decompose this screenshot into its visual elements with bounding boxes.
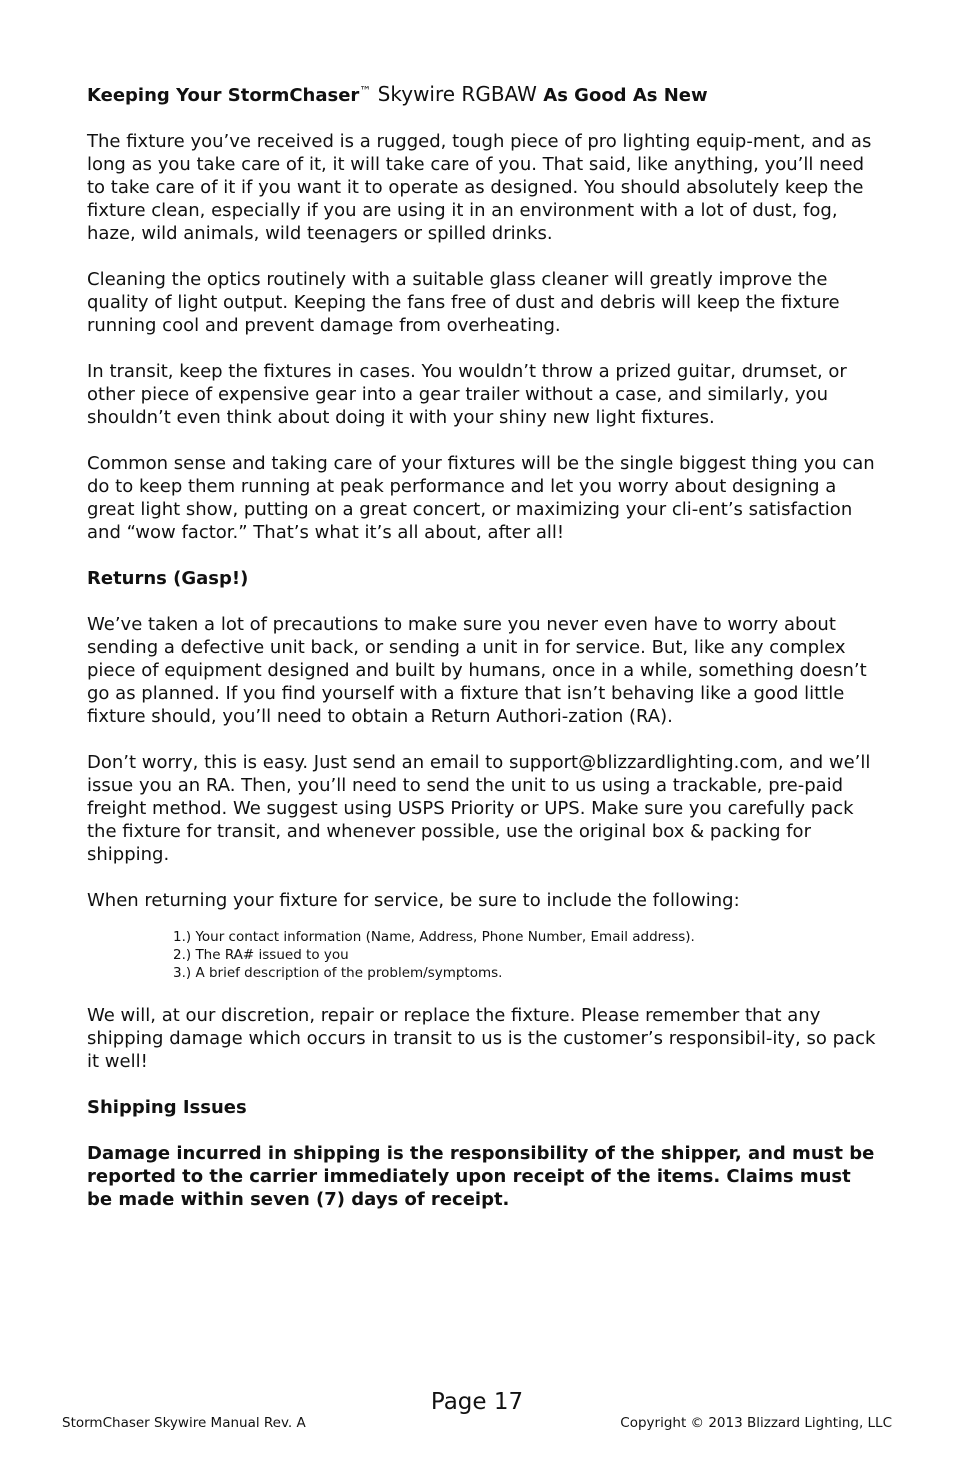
care-paragraph-1: The fixture you’ve received is a rugged, tough piece of pro lighting equip-ment, and as long as you take care of it, it will take care of you. That said, like anything, you’ll need to take care of it if you want it to operate as designed. You should absolutely keep the fixture clean, especially if you are using it in an environment with a lot of dust, fog, haze, wild animals, wild teenagers or spilled drinks. <box>87 131 872 244</box>
footer-copyright: Copyright © 2013 Blizzard Lighting, LLC <box>620 1415 892 1431</box>
list-item: 1.) Your contact information (Name, Address, Phone Number, Email address). <box>173 929 695 945</box>
list-item: 3.) A brief description of the problem/symptoms. <box>173 965 503 981</box>
list-item: 2.) The RA# issued to you <box>173 947 349 963</box>
returns-paragraph-2: Don’t worry, this is easy. Just send an email to support@blizzardlighting.com, and we’ll issue you an RA. Then, you’ll need to send the unit to us using a trackable, pre-paid freight method. We suggest using USPS Priority or UPS. Make sure you carefully pack the fixture for transit, and whenever possible, use the original box & packing for shipping. <box>87 752 871 865</box>
returns-paragraph-1: We’ve taken a lot of precautions to make sure you never even have to worry about sending a defective unit back, or sending a unit in for service. But, like any complex piece of equipment designed and built by humans, once in a while, something doesn’t go as planned. If you find yourself with a fixture that isn’t behaving like a good little fixture should, you’ll need to obtain a Return Authori-zation (RA). <box>87 614 867 727</box>
care-paragraph-3: In transit, keep the fixtures in cases. You wouldn’t throw a prized guitar, drumset, or other piece of expensive gear into a gear trailer without a case, and similarly, you shouldn’t even think about doing it with your shiny new light fixtures. <box>87 361 847 428</box>
returns-paragraph-3: When returning your fixture for service, be sure to include the following: <box>87 890 740 911</box>
page-number: Page 17 <box>430 1389 524 1415</box>
care-paragraph-2: Cleaning the optics routinely with a suitable glass cleaner will greatly improve the quality of light output. Keeping the fans free of dust and debris will keep the fixture running cool and prevent damage from overheating. <box>87 269 840 336</box>
title-part-3: As Good As New <box>543 85 708 106</box>
title-part-1: Keeping Your StormChaser <box>87 85 360 106</box>
trademark-symbol: ™ <box>359 84 372 98</box>
include-list <box>173 928 877 982</box>
section-title-care <box>87 80 877 107</box>
section-title-returns: Returns (Gasp!) <box>87 568 249 589</box>
returns-paragraph-4: We will, at our discretion, repair or replace the fixture. Please remember that any shipping damage which occurs in transit to us is the customer’s responsibil-ity, so pack it well! <box>87 1005 876 1072</box>
page-content <box>87 80 877 1234</box>
section-title-shipping: Shipping Issues <box>87 1097 247 1118</box>
shipping-paragraph-1: Damage incurred in shipping is the responsibility of the shipper, and must be reported to the carrier immediately upon receipt of the items. Claims must be made within seven (7) days of receipt. <box>87 1143 875 1210</box>
care-paragraph-4: Common sense and taking care of your fixtures will be the single biggest thing you can do to keep them running at peak performance and let you worry about designing a great light show, putting on a great concert, or maximizing your cli-ent’s satisfaction and “wow factor.” That’s what it’s all about, after all! <box>87 453 875 543</box>
title-part-2: Skywire RGBAW <box>371 82 544 106</box>
footer-manual-title: StormChaser Skywire Manual Rev. A <box>62 1415 306 1431</box>
